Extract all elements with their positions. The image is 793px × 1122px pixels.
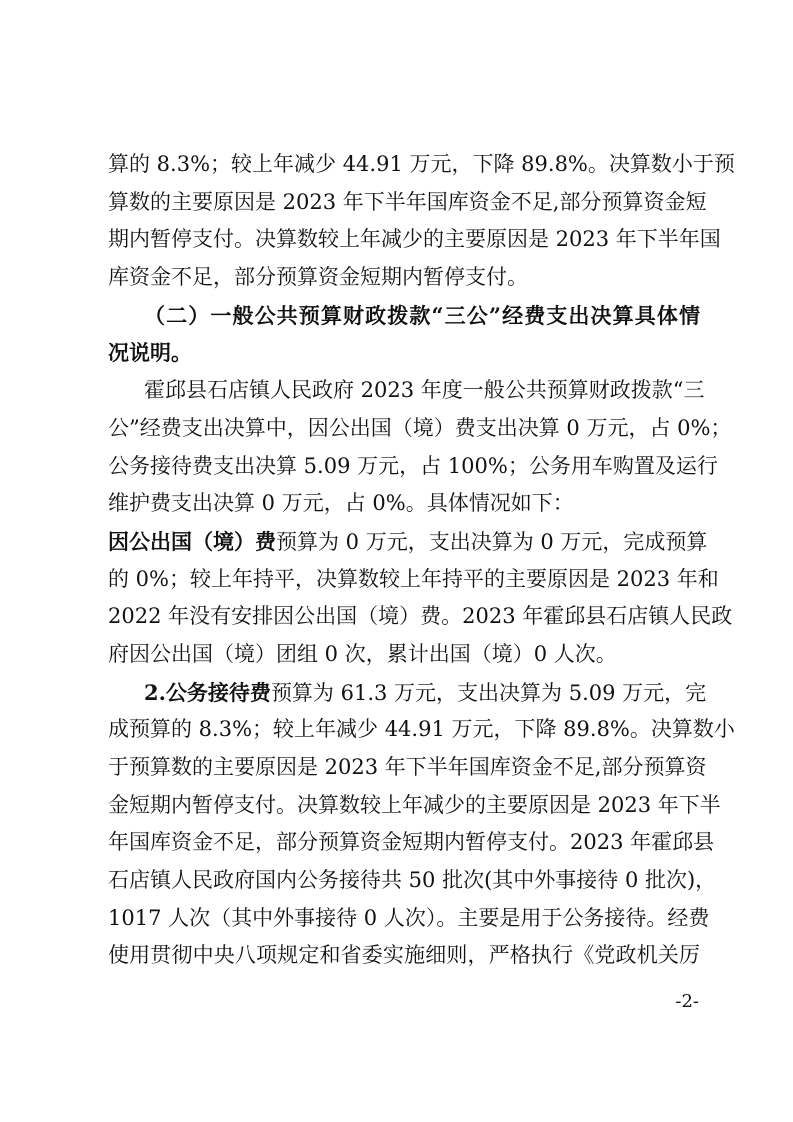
bold-lead: 因公出国（境）费	[108, 528, 276, 554]
text-line	[108, 674, 707, 712]
section-heading	[108, 297, 700, 372]
document-body	[108, 146, 735, 975]
line-text: 预算为 61.3 万元，支出决算为 5.09 万元，完	[270, 680, 707, 705]
text-line: 公”经费支出决算中，因公出国（境）费支出决算 0 万元，占 0%；	[108, 415, 732, 440]
text-line: 霍邱县石店镇人民政府 2023 年度一般公共预算财政拨款“三	[144, 378, 705, 403]
text-line: 算的 8.3%；较上年减少 44.91 万元，下降 89.8%。决算数小于预	[108, 152, 735, 176]
text-line: 1017 人次（其中外事接待 0 人次）。主要是用于公务接待。经费	[108, 905, 710, 930]
text-line: 公务接待费支出决算 5.09 万元，占 100%；公务用车购置及运行	[108, 453, 718, 478]
heading-line: （二）一般公共预算财政拨款“三公”经费支出决算具体情	[144, 302, 700, 328]
text-line: 算数的主要原因是 2023 年下半年国库资金不足,部分预算资金短	[108, 189, 707, 214]
heading-line: 况说明。	[108, 340, 192, 366]
text-line: 金短期内暂停支付。决算数较上年减少的主要原因是 2023 年下半	[108, 792, 721, 817]
paragraph	[108, 372, 732, 523]
page-number: -2-	[675, 991, 699, 1012]
text-line: 年国库资金不足，部分预算资金短期内暂停支付。2023 年霍邱县	[108, 830, 715, 855]
text-line: 于预算数的主要原因是 2023 年下半年国库资金不足,部分预算资	[108, 755, 707, 779]
paragraph-overseas-travel	[108, 523, 733, 674]
paragraph	[108, 146, 735, 297]
text-line: 的 0%；较上年持平，决算数较上年持平的主要原因是 2023 年和	[108, 566, 719, 591]
text-line: 成预算的 8.3%；较上年减少 44.91 万元，下降 89.8%。决算数小	[108, 717, 735, 742]
bold-lead: 2.公务接待费	[144, 679, 271, 705]
line-text: 预算为 0 万元，支出决算为 0 万元，完成预算	[276, 529, 708, 554]
text-line: 使用贯彻中央八项规定和省委实施细则，严格执行《党政机关厉	[108, 943, 700, 968]
text-line: 期内暂停支付。决算数较上年减少的主要原因是 2023 年下半年国	[108, 227, 721, 252]
paragraph-reception	[108, 674, 735, 976]
text-line: 库资金不足，部分预算资金短期内暂停支付。	[108, 265, 528, 290]
text-line: 府因公出国（境）团组 0 次，累计出国（境）0 人次。	[108, 641, 617, 666]
text-line	[108, 523, 708, 561]
text-line: 石店镇人民政府国内公务接待共 50 批次(其中外事接待 0 批次)，	[108, 868, 717, 893]
text-line: 维护费支出决算 0 万元，占 0%。具体情况如下：	[108, 491, 574, 516]
text-line: 2022 年没有安排因公出国（境）费。2023 年霍邱县石店镇人民政	[108, 604, 733, 629]
